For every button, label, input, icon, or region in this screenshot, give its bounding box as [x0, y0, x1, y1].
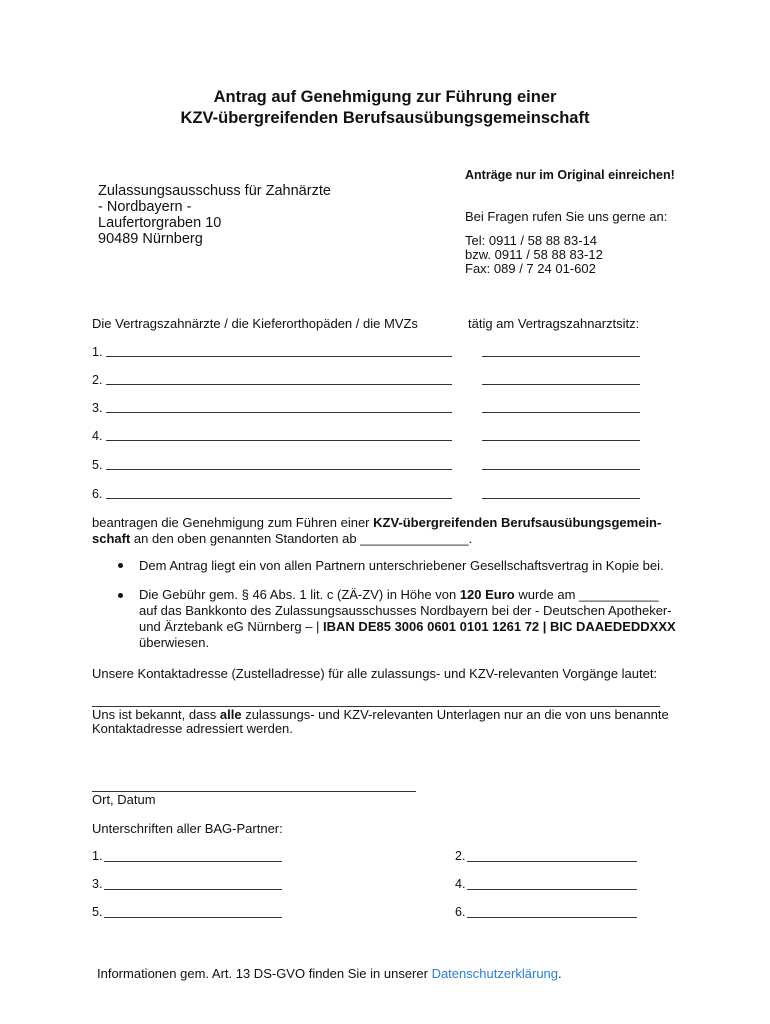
signature-field[interactable] — [467, 861, 637, 862]
request-bold-text-2: schaft — [92, 531, 131, 546]
row-number: 4. — [92, 429, 103, 443]
signature-field[interactable] — [104, 917, 282, 918]
fee-bank-text: und Ärztebank eG Nürnberg – | — [139, 619, 324, 634]
note-bold: alle — [219, 707, 242, 722]
original-notice: Anträge nur im Original einreichen! — [465, 168, 675, 182]
start-date-field[interactable]: _______________ — [360, 531, 469, 546]
fee-line-3 — [139, 619, 676, 635]
contact-tel: Tel: 0911 / 58 88 83-14 — [465, 233, 598, 248]
signature-field[interactable] — [104, 889, 282, 890]
payment-date-field[interactable]: ___________ — [579, 587, 659, 602]
signature-number: 4. — [455, 877, 466, 891]
signature-field[interactable] — [467, 889, 637, 890]
request-text: beantragen die Genehmigung zum Führen einer — [92, 515, 374, 530]
partner-name-field[interactable] — [106, 356, 452, 357]
location-field[interactable] — [482, 384, 640, 385]
request-period: . — [468, 531, 473, 546]
note-text: Uns ist bekannt, dass — [92, 707, 220, 722]
partner-name-field[interactable] — [106, 384, 452, 385]
request-line-1 — [92, 515, 661, 531]
fee-line-1 — [139, 587, 676, 603]
bullet-contract: Dem Antrag liegt ein von allen Partnern unterschriebener Gesellschaftsvertrag in Kopie bei. — [139, 558, 664, 573]
footer — [97, 966, 562, 981]
footer-period: . — [558, 966, 562, 981]
partner-name-field[interactable] — [106, 498, 452, 499]
place-date-label: Ort, Datum — [92, 792, 156, 807]
contact-fax: Fax: 089 / 7 24 01-602 — [465, 261, 596, 276]
recipient-address — [98, 183, 331, 247]
contact-address-label: Unsere Kontaktadresse (Zustelladresse) für alle zulassungs- und KZV-relevanten Vorgänge lautet: — [92, 666, 658, 681]
fee-line-2: auf das Bankkonto des Zulassungsausschusses Nordbayern bei der - Deutschen Apotheker- — [139, 603, 672, 618]
title-line-1: Antrag auf Genehmigung zur Führung einer — [213, 88, 557, 106]
partner-name-field[interactable] — [106, 440, 452, 441]
bank-details: IBAN DE85 3006 0601 0101 1261 72 | BIC DAAEDEDDXXX — [323, 619, 676, 634]
contact-tel2: bzw. 0911 / 58 88 83-12 — [465, 247, 603, 262]
request-line-2 — [92, 531, 661, 547]
location-field[interactable] — [482, 412, 640, 413]
privacy-policy-link[interactable]: Datenschutzerklärung — [431, 966, 559, 981]
bullet-fee — [139, 587, 676, 651]
partner-name-field[interactable] — [106, 469, 452, 470]
location-header: tätig am Vertragszahnarztsitz: — [468, 316, 640, 331]
fee-text: Die Gebühr gem. § 46 Abs. 1 lit. c (ZÄ-ZV) in Höhe von — [139, 587, 460, 602]
row-number: 3. — [92, 401, 103, 415]
location-field[interactable] — [482, 498, 640, 499]
fee-amount: 120 Euro — [459, 587, 515, 602]
request-paragraph — [92, 515, 661, 547]
signature-field[interactable] — [104, 861, 282, 862]
location-field[interactable] — [482, 469, 640, 470]
location-field[interactable] — [482, 440, 640, 441]
fee-line-4: überwiesen. — [139, 635, 210, 650]
bullet-icon — [118, 593, 123, 598]
signature-number: 3. — [92, 877, 103, 891]
signature-number: 5. — [92, 905, 103, 919]
footer-text: Informationen gem. Art. 13 DS-GVO finden Sie in unserer — [97, 966, 432, 981]
contact-question: Bei Fragen rufen Sie uns gerne an: — [465, 209, 668, 224]
recipient-line-2: - Nordbayern - — [98, 199, 192, 215]
note-text-2: zulassungs- und KZV-relevanten Unterlagen nur an die von uns benannte — [241, 707, 669, 722]
contact-numbers — [465, 234, 603, 276]
contact-address-note — [92, 708, 669, 736]
row-number: 6. — [92, 487, 103, 501]
fee-text-2: wurde am — [514, 587, 580, 602]
bullet-icon — [118, 563, 123, 568]
page-title — [0, 88, 770, 128]
signatures-label: Unterschriften aller BAG-Partner: — [92, 821, 283, 836]
partners-header: Die Vertragszahnärzte / die Kieferorthopäden / die MVZs — [92, 316, 418, 331]
row-number: 1. — [92, 345, 103, 359]
note-line-2: Kontaktadresse adressiert werden. — [92, 721, 293, 736]
signature-number: 2. — [455, 849, 466, 863]
row-number: 2. — [92, 373, 103, 387]
title-line-2: KZV-übergreifenden Berufsausübungsgemeinschaft — [180, 109, 590, 127]
recipient-line-3: Laufertorgraben 10 — [98, 215, 222, 231]
signature-number: 6. — [455, 905, 466, 919]
recipient-line-4: 90489 Nürnberg — [98, 231, 203, 247]
recipient-line-1: Zulassungsausschuss für Zahnärzte — [98, 183, 331, 199]
location-field[interactable] — [482, 356, 640, 357]
request-bold-text: KZV-übergreifenden Berufsausübungsgemein- — [373, 515, 662, 530]
signature-number: 1. — [92, 849, 103, 863]
partner-name-field[interactable] — [106, 412, 452, 413]
signature-field[interactable] — [467, 917, 637, 918]
request-text-2: an den oben genannten Standorten ab — [130, 531, 361, 546]
row-number: 5. — [92, 458, 103, 472]
note-line-1 — [92, 708, 669, 722]
